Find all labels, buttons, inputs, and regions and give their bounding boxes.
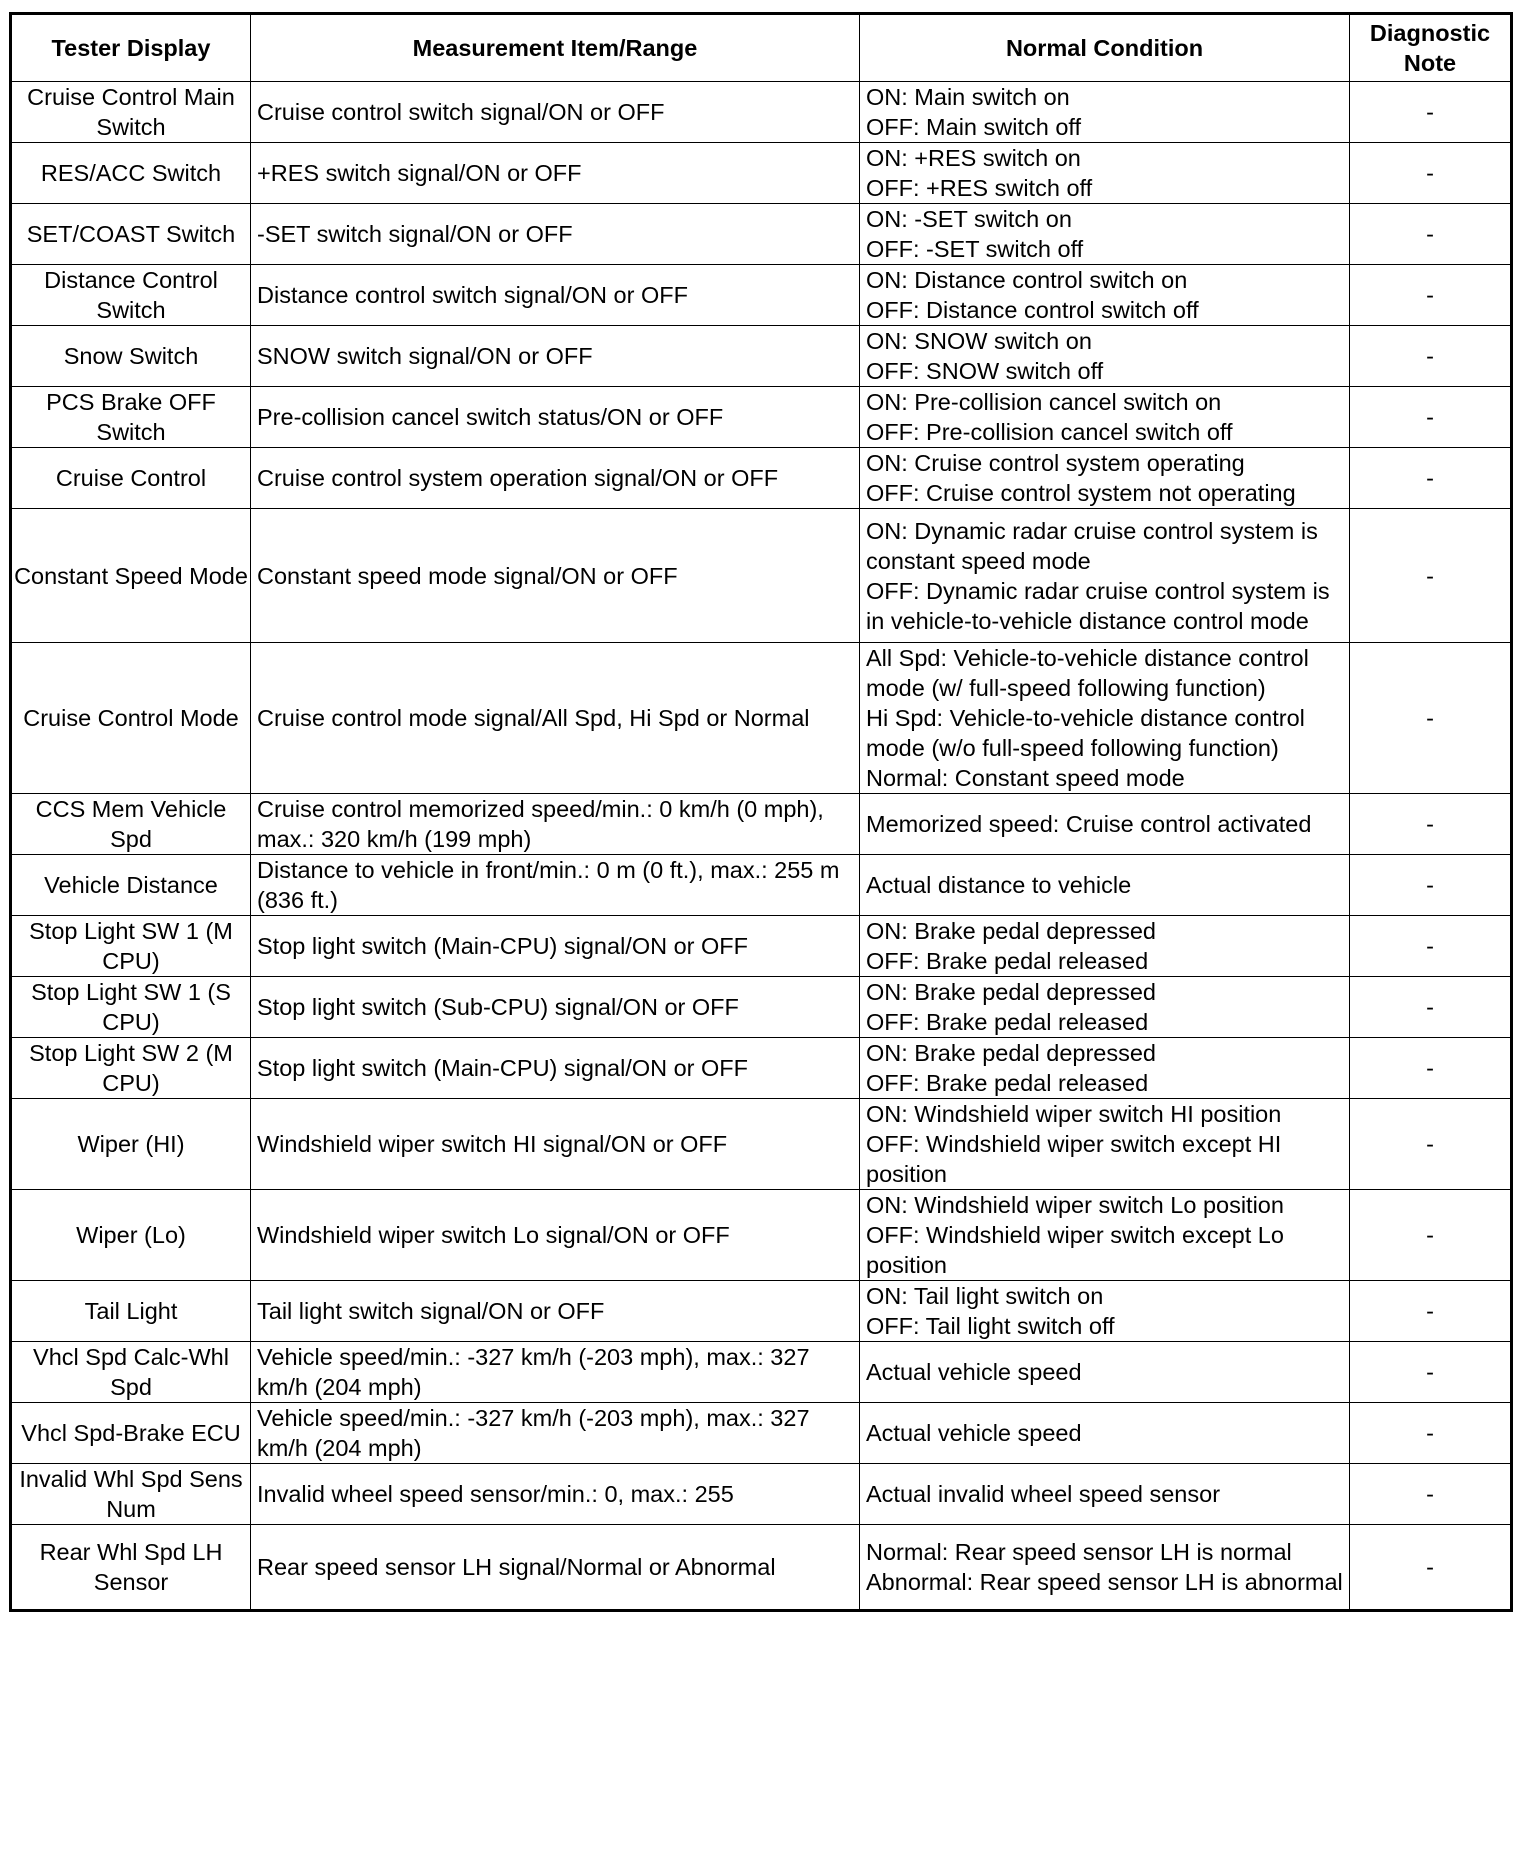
normal-condition-line: Memorized speed: Cruise control activated (866, 811, 1312, 837)
cell-normal-condition (860, 387, 1350, 448)
table-row (11, 1099, 1512, 1190)
cell-measurement: Pre-collision cancel switch status/ON or OFF (251, 387, 860, 448)
normal-condition-line: Normal: Constant speed mode (866, 765, 1185, 791)
normal-condition-line: Hi Spd: Vehicle-to-vehicle distance control mode (w/o full-speed following function) (866, 705, 1305, 761)
cell-normal-condition (860, 855, 1350, 916)
cell-normal-condition (860, 82, 1350, 143)
cell-diagnostic-note: - (1350, 1099, 1512, 1190)
cell-diagnostic-note: - (1350, 1038, 1512, 1099)
table-row (11, 82, 1512, 143)
cell-normal-condition (860, 916, 1350, 977)
normal-condition-line: OFF: +RES switch off (866, 175, 1093, 201)
cell-tester-display: Wiper (Lo) (11, 1190, 251, 1281)
cell-tester-display: RES/ACC Switch (11, 143, 251, 204)
cell-normal-condition (860, 204, 1350, 265)
table-row (11, 643, 1512, 794)
normal-condition-line: ON: +RES switch on (866, 145, 1081, 171)
cell-normal-condition (860, 794, 1350, 855)
cell-normal-condition (860, 265, 1350, 326)
cell-tester-display: Vehicle Distance (11, 855, 251, 916)
normal-condition-line: OFF: SNOW switch off (866, 358, 1104, 384)
cell-tester-display: Wiper (HI) (11, 1099, 251, 1190)
cell-tester-display: Snow Switch (11, 326, 251, 387)
cell-diagnostic-note: - (1350, 326, 1512, 387)
cell-diagnostic-note: - (1350, 1403, 1512, 1464)
cell-measurement: Vehicle speed/min.: -327 km/h (-203 mph), max.: 327 km/h (204 mph) (251, 1342, 860, 1403)
cell-tester-display: Cruise Control Main Switch (11, 82, 251, 143)
cell-diagnostic-note: - (1350, 1464, 1512, 1525)
cell-measurement: Tail light switch signal/ON or OFF (251, 1281, 860, 1342)
cell-measurement: Windshield wiper switch HI signal/ON or OFF (251, 1099, 860, 1190)
normal-condition-line: OFF: Windshield wiper switch except HI position (866, 1131, 1282, 1187)
cell-tester-display: Stop Light SW 1 (S CPU) (11, 977, 251, 1038)
cell-normal-condition (860, 448, 1350, 509)
cell-diagnostic-note: - (1350, 1190, 1512, 1281)
normal-condition-line: ON: Distance control switch on (866, 267, 1188, 293)
normal-condition-line: Actual vehicle speed (866, 1420, 1082, 1446)
cell-tester-display: PCS Brake OFF Switch (11, 387, 251, 448)
cell-tester-display: Stop Light SW 1 (M CPU) (11, 916, 251, 977)
data-table (9, 12, 1513, 1612)
cell-measurement: Stop light switch (Main-CPU) signal/ON or OFF (251, 916, 860, 977)
cell-measurement: Cruise control switch signal/ON or OFF (251, 82, 860, 143)
cell-normal-condition (860, 1525, 1350, 1611)
cell-normal-condition (860, 643, 1350, 794)
cell-diagnostic-note: - (1350, 265, 1512, 326)
cell-measurement: Stop light switch (Main-CPU) signal/ON or OFF (251, 1038, 860, 1099)
cell-diagnostic-note: - (1350, 387, 1512, 448)
cell-normal-condition (860, 1038, 1350, 1099)
cell-tester-display: SET/COAST Switch (11, 204, 251, 265)
cell-normal-condition (860, 143, 1350, 204)
normal-condition-line: OFF: Tail light switch off (866, 1313, 1115, 1339)
cell-measurement: Windshield wiper switch Lo signal/ON or OFF (251, 1190, 860, 1281)
normal-condition-line: OFF: Brake pedal released (866, 948, 1149, 974)
table-row (11, 1464, 1512, 1525)
cell-measurement: SNOW switch signal/ON or OFF (251, 326, 860, 387)
cell-normal-condition (860, 1099, 1350, 1190)
table-row (11, 1190, 1512, 1281)
normal-condition-line: Actual distance to vehicle (866, 872, 1132, 898)
normal-condition-line: ON: Windshield wiper switch Lo position (866, 1192, 1284, 1218)
table-row (11, 326, 1512, 387)
normal-condition-line: ON: Brake pedal depressed (866, 1040, 1156, 1066)
table-row (11, 855, 1512, 916)
cell-tester-display: Tail Light (11, 1281, 251, 1342)
table-row (11, 1403, 1512, 1464)
normal-condition-line: ON: Pre-collision cancel switch on (866, 389, 1222, 415)
normal-condition-line: ON: SNOW switch on (866, 328, 1092, 354)
cell-tester-display: CCS Mem Vehicle Spd (11, 794, 251, 855)
cell-measurement: -SET switch signal/ON or OFF (251, 204, 860, 265)
normal-condition-line: OFF: Distance control switch off (866, 297, 1199, 323)
cell-diagnostic-note: - (1350, 509, 1512, 643)
table-row (11, 1525, 1512, 1611)
normal-condition-line: OFF: Pre-collision cancel switch off (866, 419, 1233, 445)
normal-condition-line: OFF: Cruise control system not operating (866, 480, 1296, 506)
cell-diagnostic-note: - (1350, 794, 1512, 855)
cell-measurement: Cruise control mode signal/All Spd, Hi Spd or Normal (251, 643, 860, 794)
normal-condition-line: ON: -SET switch on (866, 206, 1072, 232)
cell-measurement: Constant speed mode signal/ON or OFF (251, 509, 860, 643)
cell-normal-condition (860, 977, 1350, 1038)
header-tester-display: Tester Display (11, 14, 251, 82)
normal-condition-line: ON: Brake pedal depressed (866, 918, 1156, 944)
normal-condition-line: Abnormal: Rear speed sensor LH is abnormal (866, 1569, 1343, 1595)
cell-tester-display: Constant Speed Mode (11, 509, 251, 643)
table-row (11, 509, 1512, 643)
normal-condition-line: ON: Tail light switch on (866, 1283, 1104, 1309)
cell-tester-display: Cruise Control Mode (11, 643, 251, 794)
cell-measurement: Stop light switch (Sub-CPU) signal/ON or OFF (251, 977, 860, 1038)
table-row (11, 265, 1512, 326)
normal-condition-line: OFF: Dynamic radar cruise control system is in vehicle-to-vehicle distance control mode (866, 577, 1330, 634)
cell-measurement: Cruise control memorized speed/min.: 0 km/h (0 mph), max.: 320 km/h (199 mph) (251, 794, 860, 855)
table-row (11, 204, 1512, 265)
header-normal-condition: Normal Condition (860, 14, 1350, 82)
normal-condition-line: OFF: Brake pedal released (866, 1070, 1149, 1096)
table-row (11, 1342, 1512, 1403)
normal-condition-line: All Spd: Vehicle-to-vehicle distance control mode (w/ full-speed following function) (866, 645, 1309, 701)
table-row (11, 387, 1512, 448)
normal-condition-line: OFF: -SET switch off (866, 236, 1084, 262)
normal-condition-line: ON: Dynamic radar cruise control system is constant speed mode (866, 517, 1318, 574)
cell-normal-condition (860, 1464, 1350, 1525)
table-row (11, 143, 1512, 204)
normal-condition-line: ON: Brake pedal depressed (866, 979, 1156, 1005)
normal-condition-line: ON: Windshield wiper switch HI position (866, 1101, 1282, 1127)
table-row (11, 794, 1512, 855)
table-row (11, 1038, 1512, 1099)
table-body (11, 82, 1512, 1611)
table-row (11, 1281, 1512, 1342)
cell-diagnostic-note: - (1350, 977, 1512, 1038)
cell-normal-condition (860, 1190, 1350, 1281)
cell-diagnostic-note: - (1350, 1525, 1512, 1611)
cell-diagnostic-note: - (1350, 1281, 1512, 1342)
normal-condition-line: OFF: Brake pedal released (866, 1009, 1149, 1035)
cell-measurement: Vehicle speed/min.: -327 km/h (-203 mph), max.: 327 km/h (204 mph) (251, 1403, 860, 1464)
normal-condition-line: ON: Cruise control system operating (866, 450, 1245, 476)
cell-tester-display: Rear Whl Spd LH Sensor (11, 1525, 251, 1611)
cell-normal-condition (860, 1342, 1350, 1403)
cell-diagnostic-note: - (1350, 143, 1512, 204)
header-diagnostic-note: Diagnostic Note (1350, 14, 1512, 82)
normal-condition-line: OFF: Windshield wiper switch except Lo position (866, 1222, 1284, 1278)
cell-normal-condition (860, 1281, 1350, 1342)
cell-tester-display: Vhcl Spd-Brake ECU (11, 1403, 251, 1464)
normal-condition-line: Actual vehicle speed (866, 1359, 1082, 1385)
cell-measurement: Invalid wheel speed sensor/min.: 0, max.: 255 (251, 1464, 860, 1525)
cell-measurement: Distance control switch signal/ON or OFF (251, 265, 860, 326)
cell-measurement: +RES switch signal/ON or OFF (251, 143, 860, 204)
table-row (11, 916, 1512, 977)
cell-measurement: Distance to vehicle in front/min.: 0 m (0 ft.), max.: 255 m (836 ft.) (251, 855, 860, 916)
cell-tester-display: Invalid Whl Spd Sens Num (11, 1464, 251, 1525)
cell-tester-display: Distance Control Switch (11, 265, 251, 326)
cell-normal-condition (860, 509, 1350, 643)
cell-tester-display: Cruise Control (11, 448, 251, 509)
table-header-row (11, 14, 1512, 82)
normal-condition-line: Actual invalid wheel speed sensor (866, 1481, 1221, 1507)
cell-diagnostic-note: - (1350, 82, 1512, 143)
cell-diagnostic-note: - (1350, 448, 1512, 509)
cell-diagnostic-note: - (1350, 1342, 1512, 1403)
normal-condition-line: OFF: Main switch off (866, 114, 1082, 140)
cell-normal-condition (860, 326, 1350, 387)
cell-diagnostic-note: - (1350, 204, 1512, 265)
cell-tester-display: Stop Light SW 2 (M CPU) (11, 1038, 251, 1099)
cell-diagnostic-note: - (1350, 855, 1512, 916)
cell-measurement: Rear speed sensor LH signal/Normal or Abnormal (251, 1525, 860, 1611)
normal-condition-line: Normal: Rear speed sensor LH is normal (866, 1539, 1292, 1565)
normal-condition-line: ON: Main switch on (866, 84, 1070, 110)
header-measurement: Measurement Item/Range (251, 14, 860, 82)
cell-diagnostic-note: - (1350, 643, 1512, 794)
table-row (11, 977, 1512, 1038)
cell-normal-condition (860, 1403, 1350, 1464)
cell-diagnostic-note: - (1350, 916, 1512, 977)
table-row (11, 448, 1512, 509)
cell-tester-display: Vhcl Spd Calc-Whl Spd (11, 1342, 251, 1403)
cell-measurement: Cruise control system operation signal/ON or OFF (251, 448, 860, 509)
